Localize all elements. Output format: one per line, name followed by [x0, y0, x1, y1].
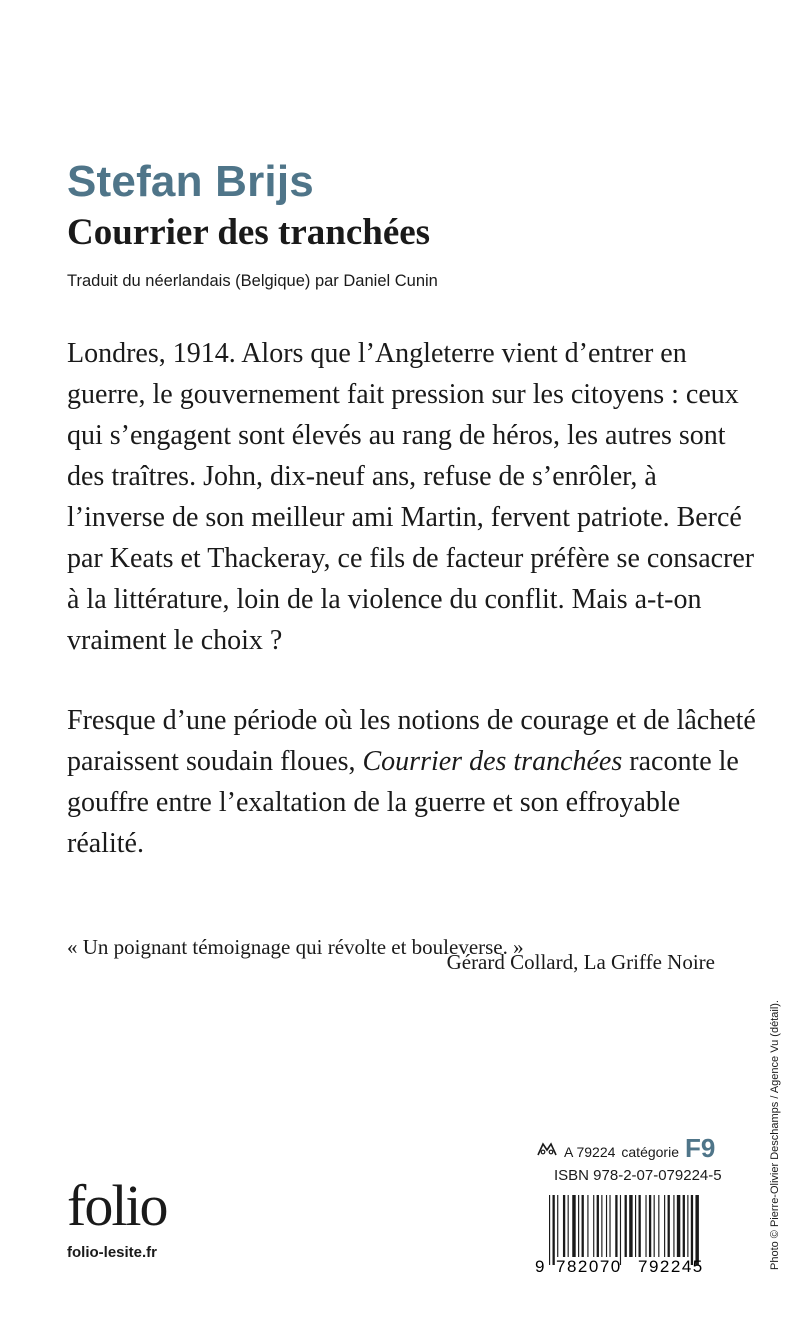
barcode-bar [609, 1195, 610, 1257]
barcode-icon [533, 1193, 723, 1275]
barcode-bar [673, 1195, 674, 1257]
barcode-bar [687, 1195, 688, 1257]
catalog-line [536, 1133, 715, 1164]
translator-credit: Traduit du néerlandais (Belgique) par Daniel Cunin [67, 272, 438, 290]
barcode-digits-right: 792245 [638, 1257, 704, 1275]
barcode-bar [691, 1195, 693, 1265]
barcode-bar [677, 1195, 680, 1257]
category-code: F9 [684, 1133, 716, 1163]
barcode-bar [572, 1195, 575, 1257]
barcode-bar [620, 1195, 621, 1265]
barcode-bar [629, 1195, 632, 1257]
barcode-bar [597, 1195, 599, 1257]
barcode-bar [658, 1195, 659, 1257]
author-name: Stefan Brijs [67, 157, 314, 206]
folio-catalog-icon [536, 1141, 558, 1157]
isbn: ISBN 978-2-07-079224-5 [554, 1167, 722, 1184]
barcode-bar [601, 1195, 602, 1257]
blurb-paragraph-1: Londres, 1914. Alors que l’Angleterre vient d’entrer en guerre, le gouvernement fait pression sur les citoyens : ceux qui s’engagent sont élevés au rang de héros, les autres sont des traîtres. John, dix-neuf ans, refuse de s’enrôler, à l’inverse de son meilleur ami Martin, fervent patriote. Bercé par Keats et Thackeray, ce fils de facteur préfère se consacrer à la littérature, loin de la violence du conflit. Mais a-t-on vraiment le choix ? [67, 338, 755, 656]
barcode-bar [563, 1195, 565, 1257]
blurb-paragraph-2-start: Fresque d’une période où les notions de courage et de lâcheté paraissent soudain floues, [67, 705, 756, 777]
barcode-bar [553, 1195, 555, 1265]
barcode-bar [654, 1195, 655, 1257]
blurb-book-title-italic: Courrier des tranchées [362, 746, 623, 777]
barcode-digits-left: 782070 [556, 1257, 622, 1275]
barcode-bar [557, 1195, 558, 1257]
barcode-bar [649, 1195, 651, 1257]
barcode-digit-first: 9 [535, 1257, 545, 1275]
blurb-paragraph-2-end: raconte le gouffre entre l’exaltation de la guerre et son effroyable réalité. [67, 746, 739, 859]
publisher-website[interactable]: folio-lesite.fr [67, 1244, 158, 1261]
book-title: Courrier des tranchées [67, 212, 431, 253]
folio-logo: folio [67, 1173, 167, 1238]
catalog-code: A 79224 [564, 1144, 616, 1160]
barcode-bar [582, 1195, 584, 1257]
barcode-bar [549, 1195, 550, 1265]
barcode-bar [568, 1195, 569, 1257]
review-quote: « Un poignant témoignage qui révolte et bouleverse. » [67, 935, 524, 959]
barcode-bar [606, 1195, 607, 1257]
barcode-bar [635, 1195, 636, 1257]
barcode-bar [683, 1195, 685, 1257]
barcode-bar [668, 1195, 670, 1257]
barcode-bar [593, 1195, 594, 1257]
barcode-bar [625, 1195, 627, 1257]
review-source: Gérard Collard, La Griffe Noire [446, 950, 715, 974]
barcode-bar [664, 1195, 665, 1257]
barcode-bar [587, 1195, 588, 1257]
category-label: catégorie [621, 1144, 679, 1160]
barcode-bar [645, 1195, 646, 1257]
photo-credit: Photo © Pierre-Olivier Deschamps / Agence Vu (détail). [769, 1000, 781, 1270]
barcode-bar [615, 1195, 617, 1257]
barcode-bar [639, 1195, 641, 1257]
blurb-paragraph-2 [67, 700, 757, 864]
barcode-bar [695, 1195, 698, 1265]
barcode-bar [578, 1195, 579, 1257]
